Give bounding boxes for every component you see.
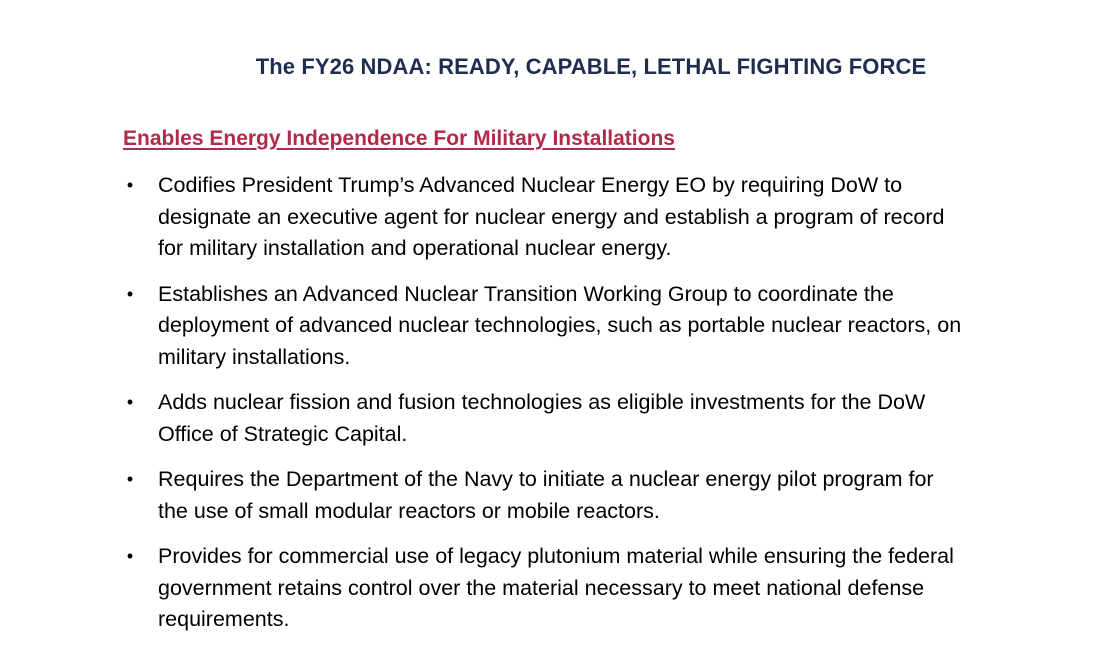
bullet-icon: • <box>126 283 134 304</box>
bullet-text: Establishes an Advanced Nuclear Transition Working Group to coordinate the deployment of advanced nuclear technologies, such as portable nuclear reactors, on military installations. <box>158 281 962 369</box>
bullet-item <box>0 279 1119 374</box>
bullet-icon: • <box>126 175 134 195</box>
bullet-list <box>0 170 1119 650</box>
bullet-icon: • <box>126 469 134 489</box>
document-title: The FY26 NDAA: READY, CAPABLE, LETHAL FIGHTING FORCE <box>255 54 927 79</box>
bullet-text: Requires the Department of the Navy to initiate a nuclear energy pilot program for the use of small modular reactors or mobile reactors. <box>158 467 934 523</box>
bullet-icon: • <box>126 546 134 566</box>
bullet-text: Provides for commercial use of legacy plutonium material while ensuring the federal government retains control over the material necessary to meet national defense requirements. <box>158 544 954 631</box>
bullet-item <box>0 170 1119 265</box>
bullet-text: Codifies President Trump’s Advanced Nuclear Energy EO by requiring DoW to designate an executive agent for nuclear energy and establish a program of record for military installation and operational nuclear energy. <box>158 173 945 260</box>
bullet-item <box>0 464 1119 527</box>
bullet-item <box>0 387 1119 450</box>
section-heading: Enables Energy Independence For Military Installations <box>123 127 675 150</box>
bullet-text: Adds nuclear fission and fusion technologies as eligible investments for the DoW Office of Strategic Capital. <box>158 390 926 446</box>
bullet-item <box>0 541 1119 636</box>
bullet-icon: • <box>126 392 134 412</box>
